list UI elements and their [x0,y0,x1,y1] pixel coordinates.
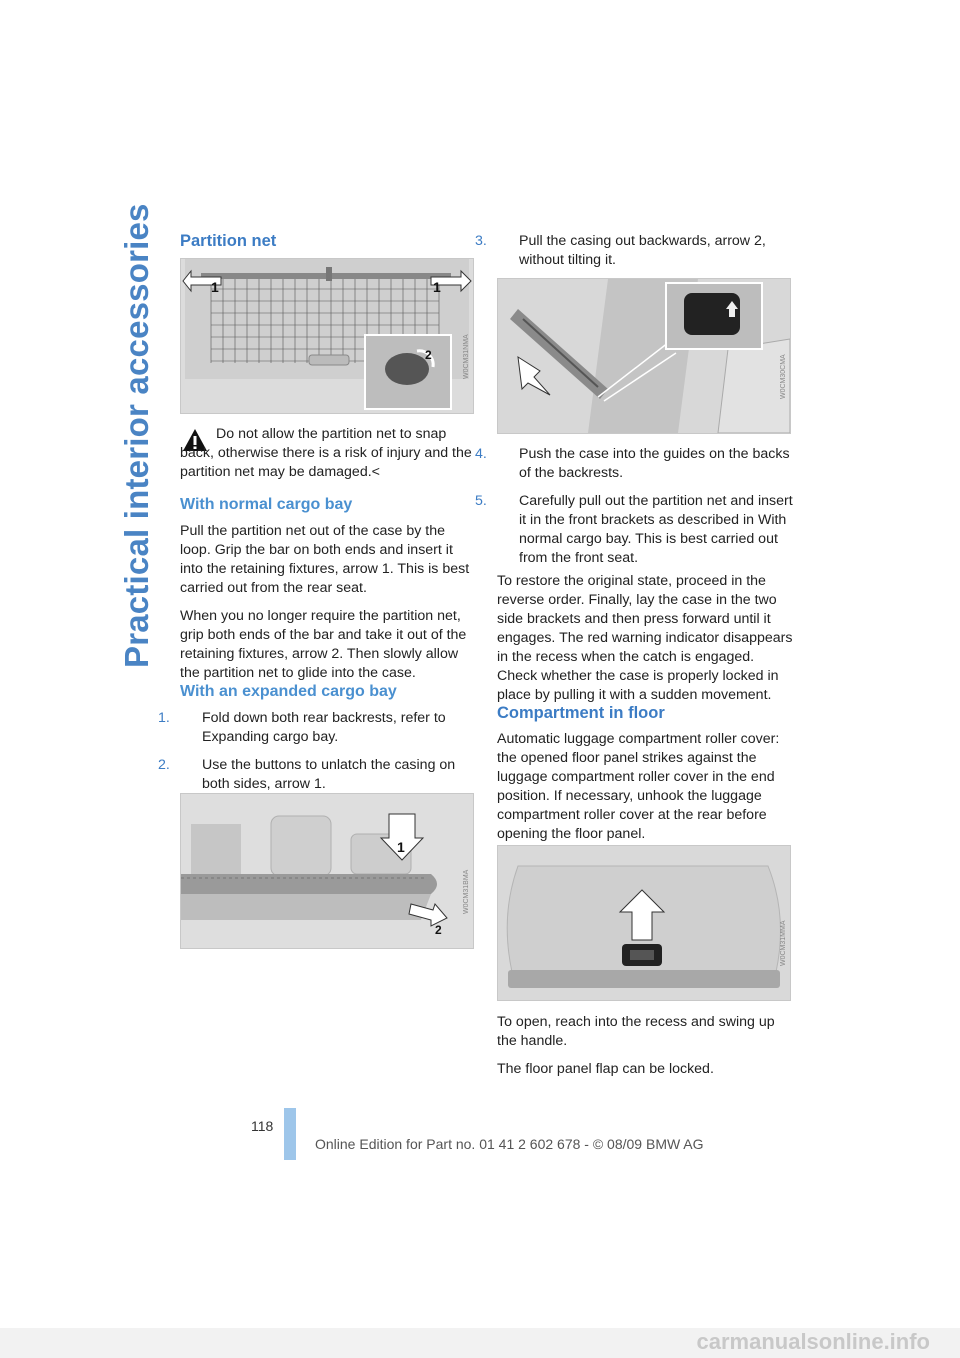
floor-p2: To open, reach into the recess and swing up the handle. [497,1014,775,1049]
fig4-code: W0CM31MMA [780,920,787,966]
normal-cargo-heading: With normal cargo bay [180,496,353,513]
side-title-text: Practical interior accessories [118,203,155,668]
fig1-label-1a: 1 [211,279,219,295]
normal-cargo-p2: When you no longer require the partition net, grip both ends of the bar and take it out of the retaining fixtures, arrow 2. Then slowly allow the partition net to glide into the case. [180,608,467,681]
floor-p3: The floor panel flap can be locked. [497,1061,714,1077]
fig2-code: W0CM31BMA [463,869,470,914]
fig3-code: W0CM30CMA [780,354,787,399]
floor-instructions [497,1013,793,1079]
step-4: 4. Push the case into the guides on the backs of the backrests. [475,446,790,481]
right-column-top [475,232,791,270]
fig1-code: W0CM31NMA [463,334,470,379]
fig1-label-2: 2 [425,348,432,362]
figure-unlatch-casing [180,793,474,949]
normal-cargo-p1: Pull the partition net out of the case by the loop. Grip the bar on both ends and insert it into the retaining fixtures, arrow 1. This is best carried out from the rear seat. [180,523,470,596]
fig2-label-2: 2 [435,923,442,937]
figure-partition-net [180,258,474,414]
fig2-label-1: 1 [397,839,405,855]
footer-edition-text: Online Edition for Part no. 01 41 2 602 678 - © 08/09 BMW AG [315,1136,704,1152]
figure-pull-casing [497,278,791,434]
partition-net-illustration [181,259,473,413]
left-column [180,232,476,251]
warning-text: Do not allow the partition net to snap back, otherwise there is a risk of injury and the partition net may be damaged.< [180,426,472,480]
floor-panel-illustration [498,846,790,1000]
page-number: 118 [251,1118,274,1134]
step-3: 3. Pull the casing out backwards, arrow 2, without tilting it. [475,233,766,268]
fig1-label-1b: 1 [433,279,441,295]
floor-p1: Automatic luggage compartment roller cover: the opened floor panel strikes against the luggage compartment roller cover in the end position. If necessary, unhook the luggage compartment roller cover at the rear before opening the floor panel. [497,731,780,842]
step-2: 2. Use the buttons to unlatch the casing on both sides, arrow 1. [158,757,456,792]
pull-casing-illustration [498,279,790,433]
floor-compartment-section [497,704,793,844]
footer-accent-bar [284,1108,296,1160]
step-5: 5. Carefully pull out the partition net and insert it in the front brackets as described in With normal cargo bay. This is best carried out from the front seat. [475,493,793,566]
watermark-text: carmanualsonline.info [696,1329,930,1354]
expanded-cargo-section [158,682,476,794]
side-section-title [118,28,158,668]
floor-compartment-heading: Compartment in floor [497,704,665,722]
unlatch-casing-illustration [181,794,473,948]
warning-block [180,425,476,482]
restore-paragraph: To restore the original state, proceed in the reverse order. Finally, lay the case in the two side brackets and then press forward until it engages. The red warning indicator disappears in the recess when the catch is engaged. Check whether the case is properly locked in place by pulling it with a sudden movement. [497,573,793,703]
right-column-middle [475,445,793,705]
figure-floor-panel [497,845,791,1001]
step-1: 1. Fold down both rear backrests, refer to Expanding cargo bay. [158,710,446,745]
normal-cargo-section [180,495,476,683]
partition-net-heading: Partition net [180,232,277,250]
watermark-bar [0,1328,960,1358]
expanded-cargo-heading: With an expanded cargo bay [180,683,397,700]
